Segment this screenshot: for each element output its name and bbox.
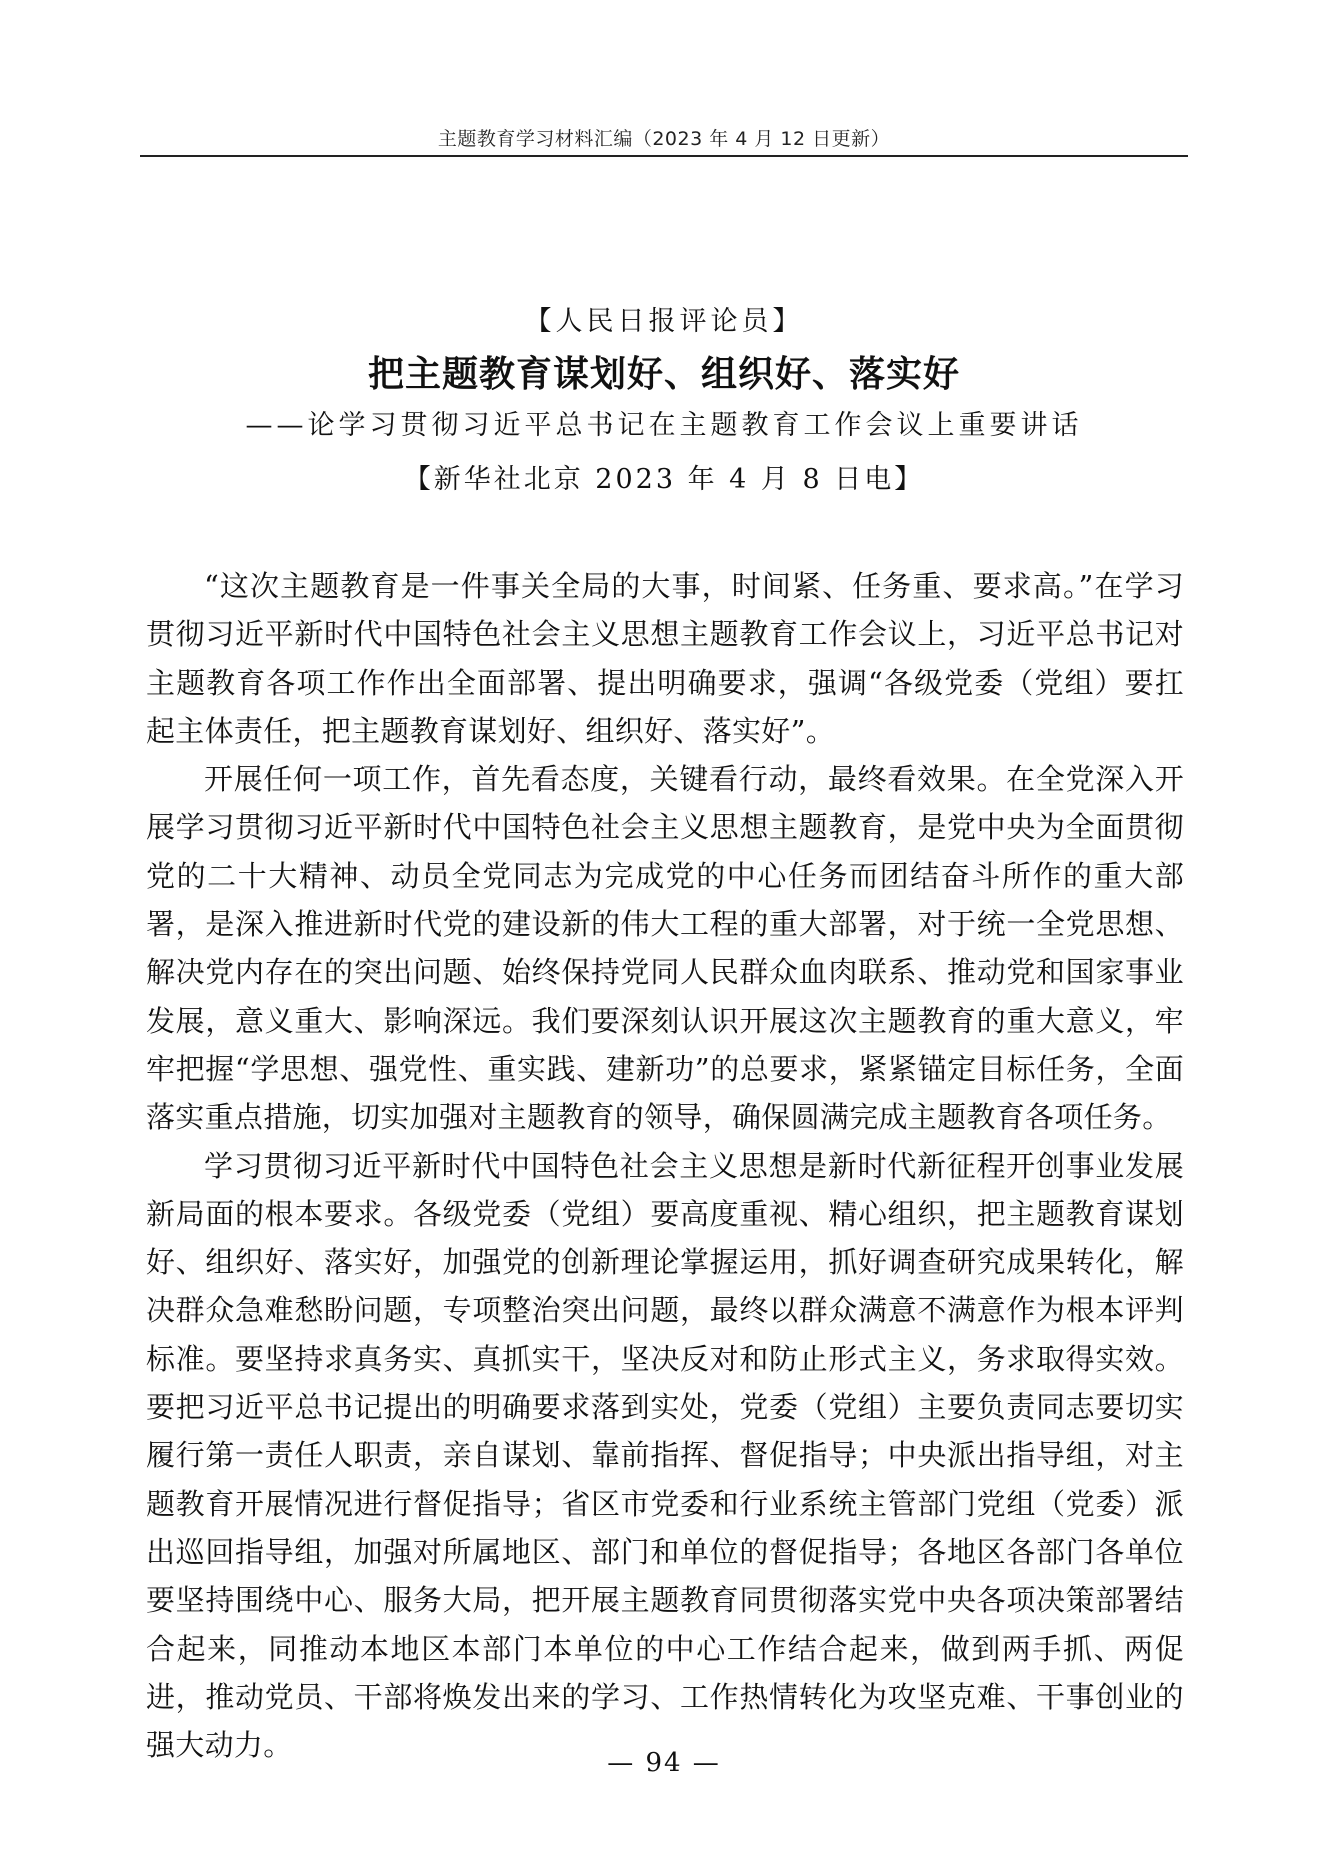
article-dateline: 【新华社北京 2023 年 4 月 8 日电】 (403, 464, 925, 495)
article-body (146, 562, 1184, 1769)
page-number: — 94 — (607, 1748, 721, 1778)
article-heading (140, 300, 1188, 502)
paragraph: 开展任何一项工作，首先看态度，关键看行动，最终看效果。在全党深入开展学习贯彻习近平新时代中国特色社会主义思想主题教育，是党中央为全面贯彻党的二十大精神、动员全党同志为完成党的中心任务而团结奋斗所作的重大部署，是深入推进新时代党的建设新的伟大工程的重大部署，对于统一全党思想、解决党内存在的突出问题、始终保持党同人民群众血肉联系、推动党和国家事业发展，意义重大、影响深远。我们要深刻认识开展这次主题教育的重大意义，牢牢把握“学思想、强党性、重实践、建新功”的总要求，紧紧锚定目标任务，全面落实重点措施，切实加强对主题教育的领导，确保圆满完成主题教育各项任务。 (146, 762, 1184, 1135)
article-subtitle: ——论学习贯彻习近平总书记在主题教育工作会议上重要讲话 (245, 410, 1083, 441)
paragraph: “这次主题教育是一件事关全局的大事，时间紧、任务重、要求高。”在学习贯彻习近平新时代中国特色社会主义思想主题教育工作会议上，习近平总书记对主题教育各项工作作出全面部署、提出明确要求，强调“各级党委（党组）要扛起主体责任，把主题教育谋划好、组织好、落实好”。 (146, 569, 1184, 748)
paragraph: 学习贯彻习近平新时代中国特色社会主义思想是新时代新征程开创事业发展新局面的根本要求。各级党委（党组）要高度重视、精心组织，把主题教育谋划好、组织好、落实好，加强党的创新理论掌握运用，抓好调查研究成果转化，解决群众急难愁盼问题，专项整治突出问题，最终以群众满意不满意作为根本评判标准。要坚持求真务实、真抓实干，坚决反对和防止形式主义，务求取得实效。要把习近平总书记提出的明确要求落到实处，党委（党组）主要负责同志要切实履行第一责任人职责，亲自谋划、靠前指挥、督促指导；中央派出指导组，对主题教育开展情况进行督促指导；省区市党委和行业系统主管部门党组（党委）派出巡回指导组，加强对所属地区、部门和单位的督促指导；各地区各部门各单位要坚持围绕中心、服务大局，把开展主题教育同贯彻落实党中央各项决策部署结合起来，同推动本地区本部门本单位的中心工作结合起来，做到两手抓、两促进，推动党员、干部将焕发出来的学习、工作热情转化为攻坚克难、干事创业的强大动力。 (146, 1148, 1184, 1763)
running-header: 主题教育学习材料汇编（2023 年 4 月 12 日更新） (437, 128, 891, 150)
source-tag: 【人民日报评论员】 (524, 306, 804, 337)
header-divider (140, 155, 1188, 157)
article-title: 把主题教育谋划好、组织好、落实好 (367, 353, 960, 395)
